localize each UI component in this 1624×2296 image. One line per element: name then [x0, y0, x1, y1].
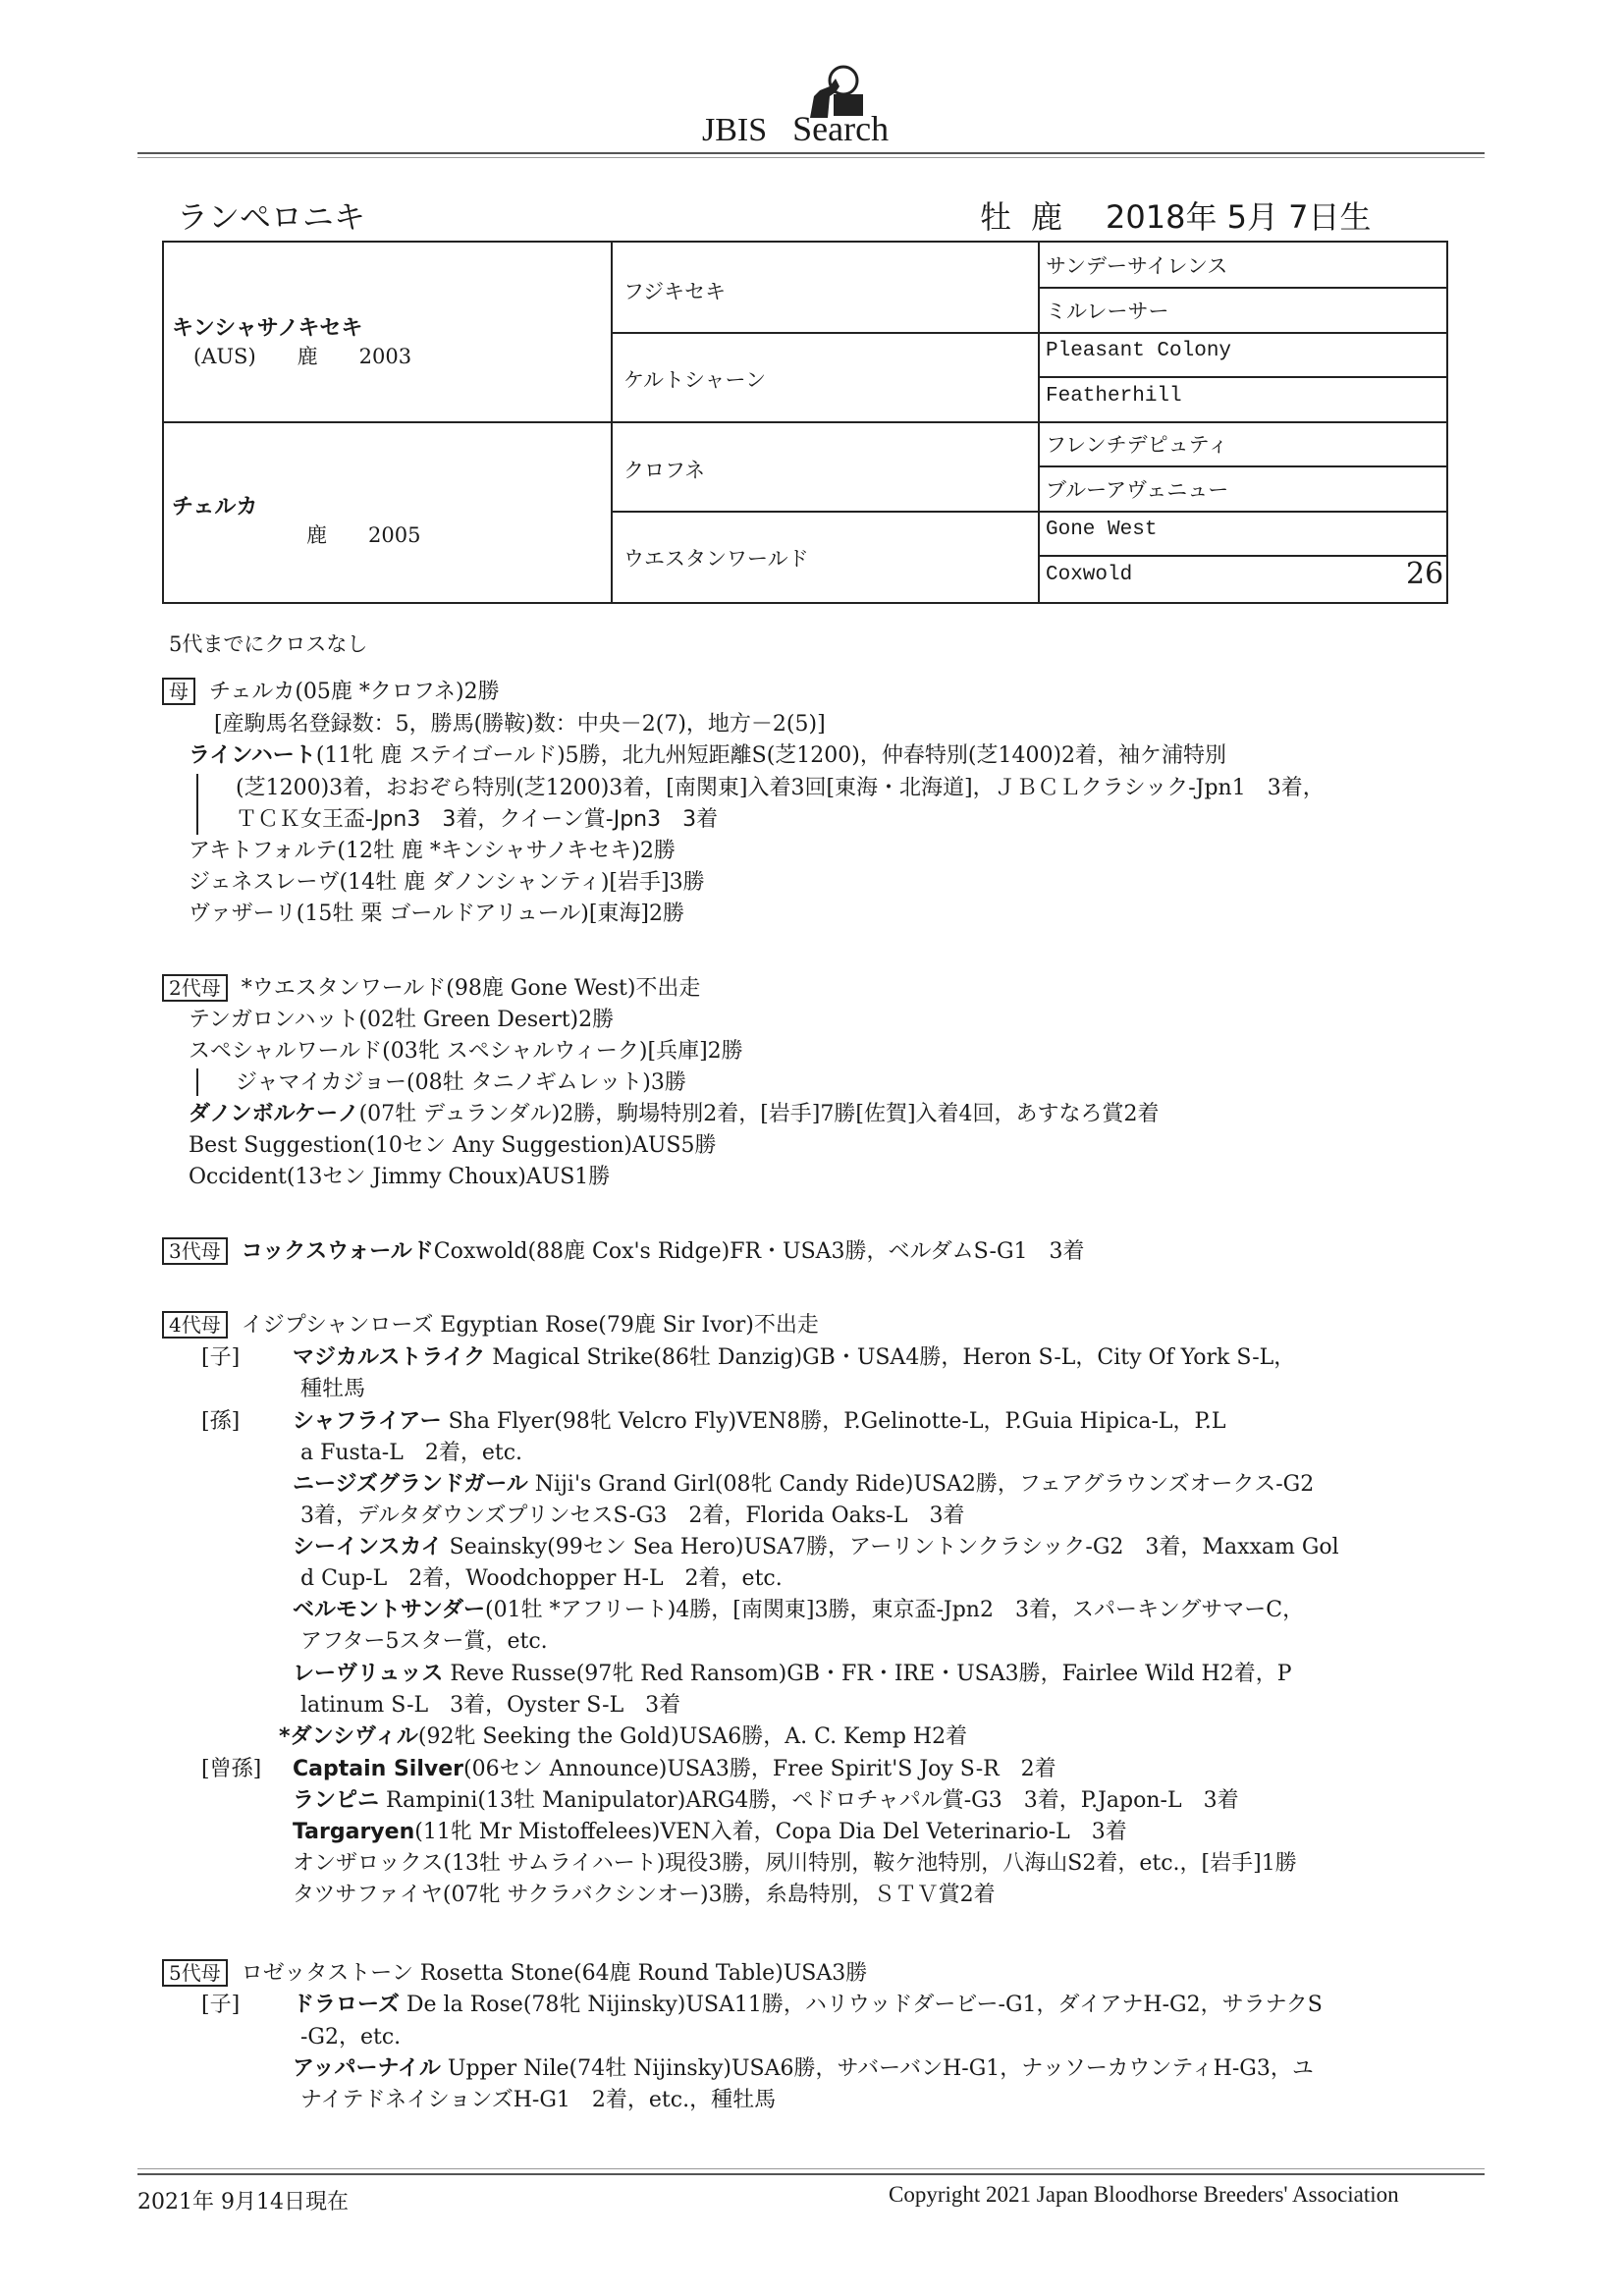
gen4-section-head: 4代母 イジプシャンローズ Egyptian Rose(79鹿 Sir Ivor)不出走: [162, 1311, 819, 1340]
pedigree-table: [162, 241, 1448, 604]
sire-info: (AUS) 鹿 2003: [193, 345, 412, 368]
gen2-sire-dam: ケルトシャーン: [623, 368, 767, 392]
horse-color: 鹿: [1031, 198, 1063, 236]
list-item: ジャマイカジョー(08牡 タニノギムレット)3勝: [236, 1070, 686, 1095]
list-item: スペシャルワールド(03牝 スペシャルウィーク)[兵庫]2勝: [189, 1039, 743, 1064]
list-item: アフター5スター賞，etc.: [300, 1629, 548, 1654]
horse-sex: 牡: [980, 198, 1012, 236]
horse-birth: 2018年 5月 7日生: [1106, 198, 1372, 236]
gen3-2: ミルレーサー: [1046, 300, 1169, 323]
gen3-1: サンデーサイレンス: [1046, 254, 1228, 278]
list-item: ＴＣＫ女王盃-Jpn3 3着，クイーン賞-Jpn3 3着: [236, 807, 719, 832]
label-great-grandchild: [曾孫]: [201, 1757, 262, 1781]
cross-note: 5代までにクロスなし: [169, 632, 368, 656]
footer-date: 2021年 9月14日現在: [137, 2190, 349, 2214]
list-item: -G2，etc.: [300, 2025, 402, 2050]
label-grandchild: [孫]: [201, 1409, 241, 1434]
pedigree-number: 26: [1406, 557, 1444, 591]
divider: [196, 774, 198, 835]
footer-rule: [137, 2173, 1485, 2175]
list-item: アキトフォルテ(12牡 鹿 *キンシャサノキセキ)2勝: [189, 839, 676, 863]
list-item: 3着，デルタダウンズプリンセスS-G3 2着，Florida Oaks-L 3着: [300, 1503, 965, 1528]
list-item: a Fusta-L 2着，etc.: [300, 1441, 523, 1465]
label-child: [子]: [201, 1993, 241, 2017]
gen3-section-head: 3代母 コックスウォールドCoxwold(88鹿 Cox's Ridge)FR・USA3勝，ベルダムS-G1 3着: [162, 1237, 1085, 1267]
gen3-7: Gone West: [1046, 519, 1158, 541]
divider: [196, 1068, 198, 1096]
gen3-3: Pleasant Colony: [1046, 340, 1232, 362]
gen3-4: Featherhill: [1046, 385, 1182, 408]
list-item: タツサファイヤ(07牝 サクラバクシンオー)3勝，糸島特別，ＳＴＶ賞2着: [293, 1883, 996, 1907]
dam-tag: 母: [162, 678, 195, 705]
list-item: シャフライアー Sha Flyer(98牝 Velcro Fly)VEN8勝，P.Gelinotte-L，P.Guia Hipica-L，P.L: [293, 1409, 1226, 1434]
list-item: アッパーナイル Upper Nile(74牡 Nijinsky)USA6勝，サバーバンH-G1，ナッソーカウンティH-G3，ユ: [293, 2056, 1314, 2081]
gen2-sire-sire: フジキセキ: [623, 280, 727, 303]
list-item: 種牡馬: [300, 1377, 366, 1401]
list-item: ランピニ Rampini(13牡 Manipulator)ARG4勝，ペドロチャパル賞-G3 3着，P.Japon-L 3着: [293, 1788, 1239, 1813]
list-item: シーインスカイ Seainsky(99セン Sea Hero)USA7勝，アーリントンクラシック-G2 3着，Maxxam Gol: [293, 1535, 1339, 1559]
dam-info: 鹿 2005: [306, 523, 421, 547]
list-item: ベルモントサンダー(01牡 *アフリート)4勝，[南関東]3勝，東京盃-Jpn2 3着，スパーキングサマーC，: [293, 1598, 1305, 1622]
horse-name: ランペロニキ: [177, 198, 366, 236]
dam-name: チェルカ: [172, 495, 258, 519]
list-item: レーヴリュッス Reve Russe(97牝 Red Ransom)GB・FR・IRE・USA3勝，Fairlee Wild H2着，P: [293, 1662, 1292, 1686]
list-item: ダノンボルケーノ(07牡 デュランダル)2勝，駒場特別2着，[岩手]7勝[佐賀]入着4回，あすなろ賞2着: [189, 1102, 1160, 1126]
list-item: ニージズグランドガール Niji's Grand Girl(08牝 Candy Ride)USA2勝，フェアグラウンズオークス-G2: [293, 1472, 1315, 1497]
gen2-dam-dam: ウエスタンワールド: [623, 547, 809, 571]
gen3-8: Coxwold: [1046, 564, 1133, 586]
sire-name: キンシャサノキセキ: [172, 316, 363, 341]
gen4-tag: 4代母: [162, 1311, 228, 1339]
header-rule-thin: [137, 157, 1485, 158]
list-item: *ダンシヴィル(92牝 Seeking the Gold)USA6勝，A. C. Kemp H2着: [279, 1724, 968, 1749]
gen3-6: ブルーアヴェニュー: [1046, 478, 1229, 502]
label-child: [子]: [201, 1345, 241, 1370]
gen2-section-head: 2代母 *ウエスタンワールド(98鹿 Gone West)不出走: [162, 974, 700, 1004]
header-rule: [137, 152, 1485, 154]
dam-stats: [産駒馬名登録数：5，勝馬(勝鞍)数：中央－2(7)，地方－2(5)]: [214, 712, 826, 737]
jbis-logo: [702, 61, 938, 149]
list-item: ドラローズ De la Rose(78牝 Nijinsky)USA11勝，ハリウッドダービー-G1，ダイアナH-G2，サラナクS: [293, 1993, 1323, 2017]
list-item: Captain Silver(06セン Announce)USA3勝，Free Spirit'S Joy S-R 2着: [293, 1757, 1056, 1781]
gen3-tag: 3代母: [162, 1237, 228, 1265]
logo-text: JBIS Search: [702, 109, 890, 148]
list-item: オンザロックス(13牡 サムライハート)現役3勝，夙川特別，鞍ケ池特別，八海山S2着，etc.，[岩手]1勝: [293, 1851, 1297, 1876]
list-item: d Cup-L 2着，Woodchopper H-L 2着，etc.: [300, 1566, 783, 1591]
list-item: Targaryen(11牝 Mr Mistoffelees)VEN入着，Copa Dia Del Veterinario-L 3着: [293, 1820, 1127, 1844]
list-item: (芝1200)3着，おおぞら特別(芝1200)3着，[南関東]入着3回[東海・北海道]，ＪＢＣＬクラシック-Jpn1 3着，: [236, 776, 1325, 800]
footer-rule-thin: [137, 2168, 1485, 2169]
list-item: ラインハート(11牝 鹿 ステイゴールド)5勝，北九州短距離S(芝1200)，仲春特別(芝1400)2着，袖ケ浦特別: [189, 743, 1227, 768]
gen2-dam-sire: クロフネ: [623, 459, 706, 482]
horse-meta: [980, 192, 1391, 238]
list-item: マジカルストライク Magical Strike(86牡 Danzig)GB・USA4勝，Heron S-L，City Of York S-L，: [293, 1345, 1296, 1370]
list-item: ナイテドネイションズH-G1 2着，etc.，種牡馬: [300, 2088, 777, 2112]
list-item: Occident(13セン Jimmy Choux)AUS1勝: [189, 1165, 611, 1189]
dam-section-head: 母 チェルカ(05鹿 *クロフネ)2勝: [162, 678, 500, 707]
gen5-tag: 5代母: [162, 1959, 228, 1987]
gen2-tag: 2代母: [162, 974, 228, 1002]
gen5-section-head: 5代母 ロゼッタストーン Rosetta Stone(64鹿 Round Table)USA3勝: [162, 1959, 867, 1989]
footer-copyright: Copyright 2021 Japan Bloodhorse Breeders' Association: [889, 2182, 1399, 2207]
list-item: テンガロンハット(02牡 Green Desert)2勝: [189, 1008, 615, 1032]
list-item: Best Suggestion(10セン Any Suggestion)AUS5勝: [189, 1133, 717, 1158]
list-item: latinum S-L 3着，Oyster S-L 3着: [300, 1693, 681, 1718]
list-item: ヴァザーリ(15牡 栗 ゴールドアリュール)[東海]2勝: [189, 902, 685, 926]
gen3-5: フレンチデピュティ: [1046, 433, 1228, 457]
list-item: ジェネスレーヴ(14牡 鹿 ダノンシャンティ)[岩手]3勝: [189, 870, 705, 895]
